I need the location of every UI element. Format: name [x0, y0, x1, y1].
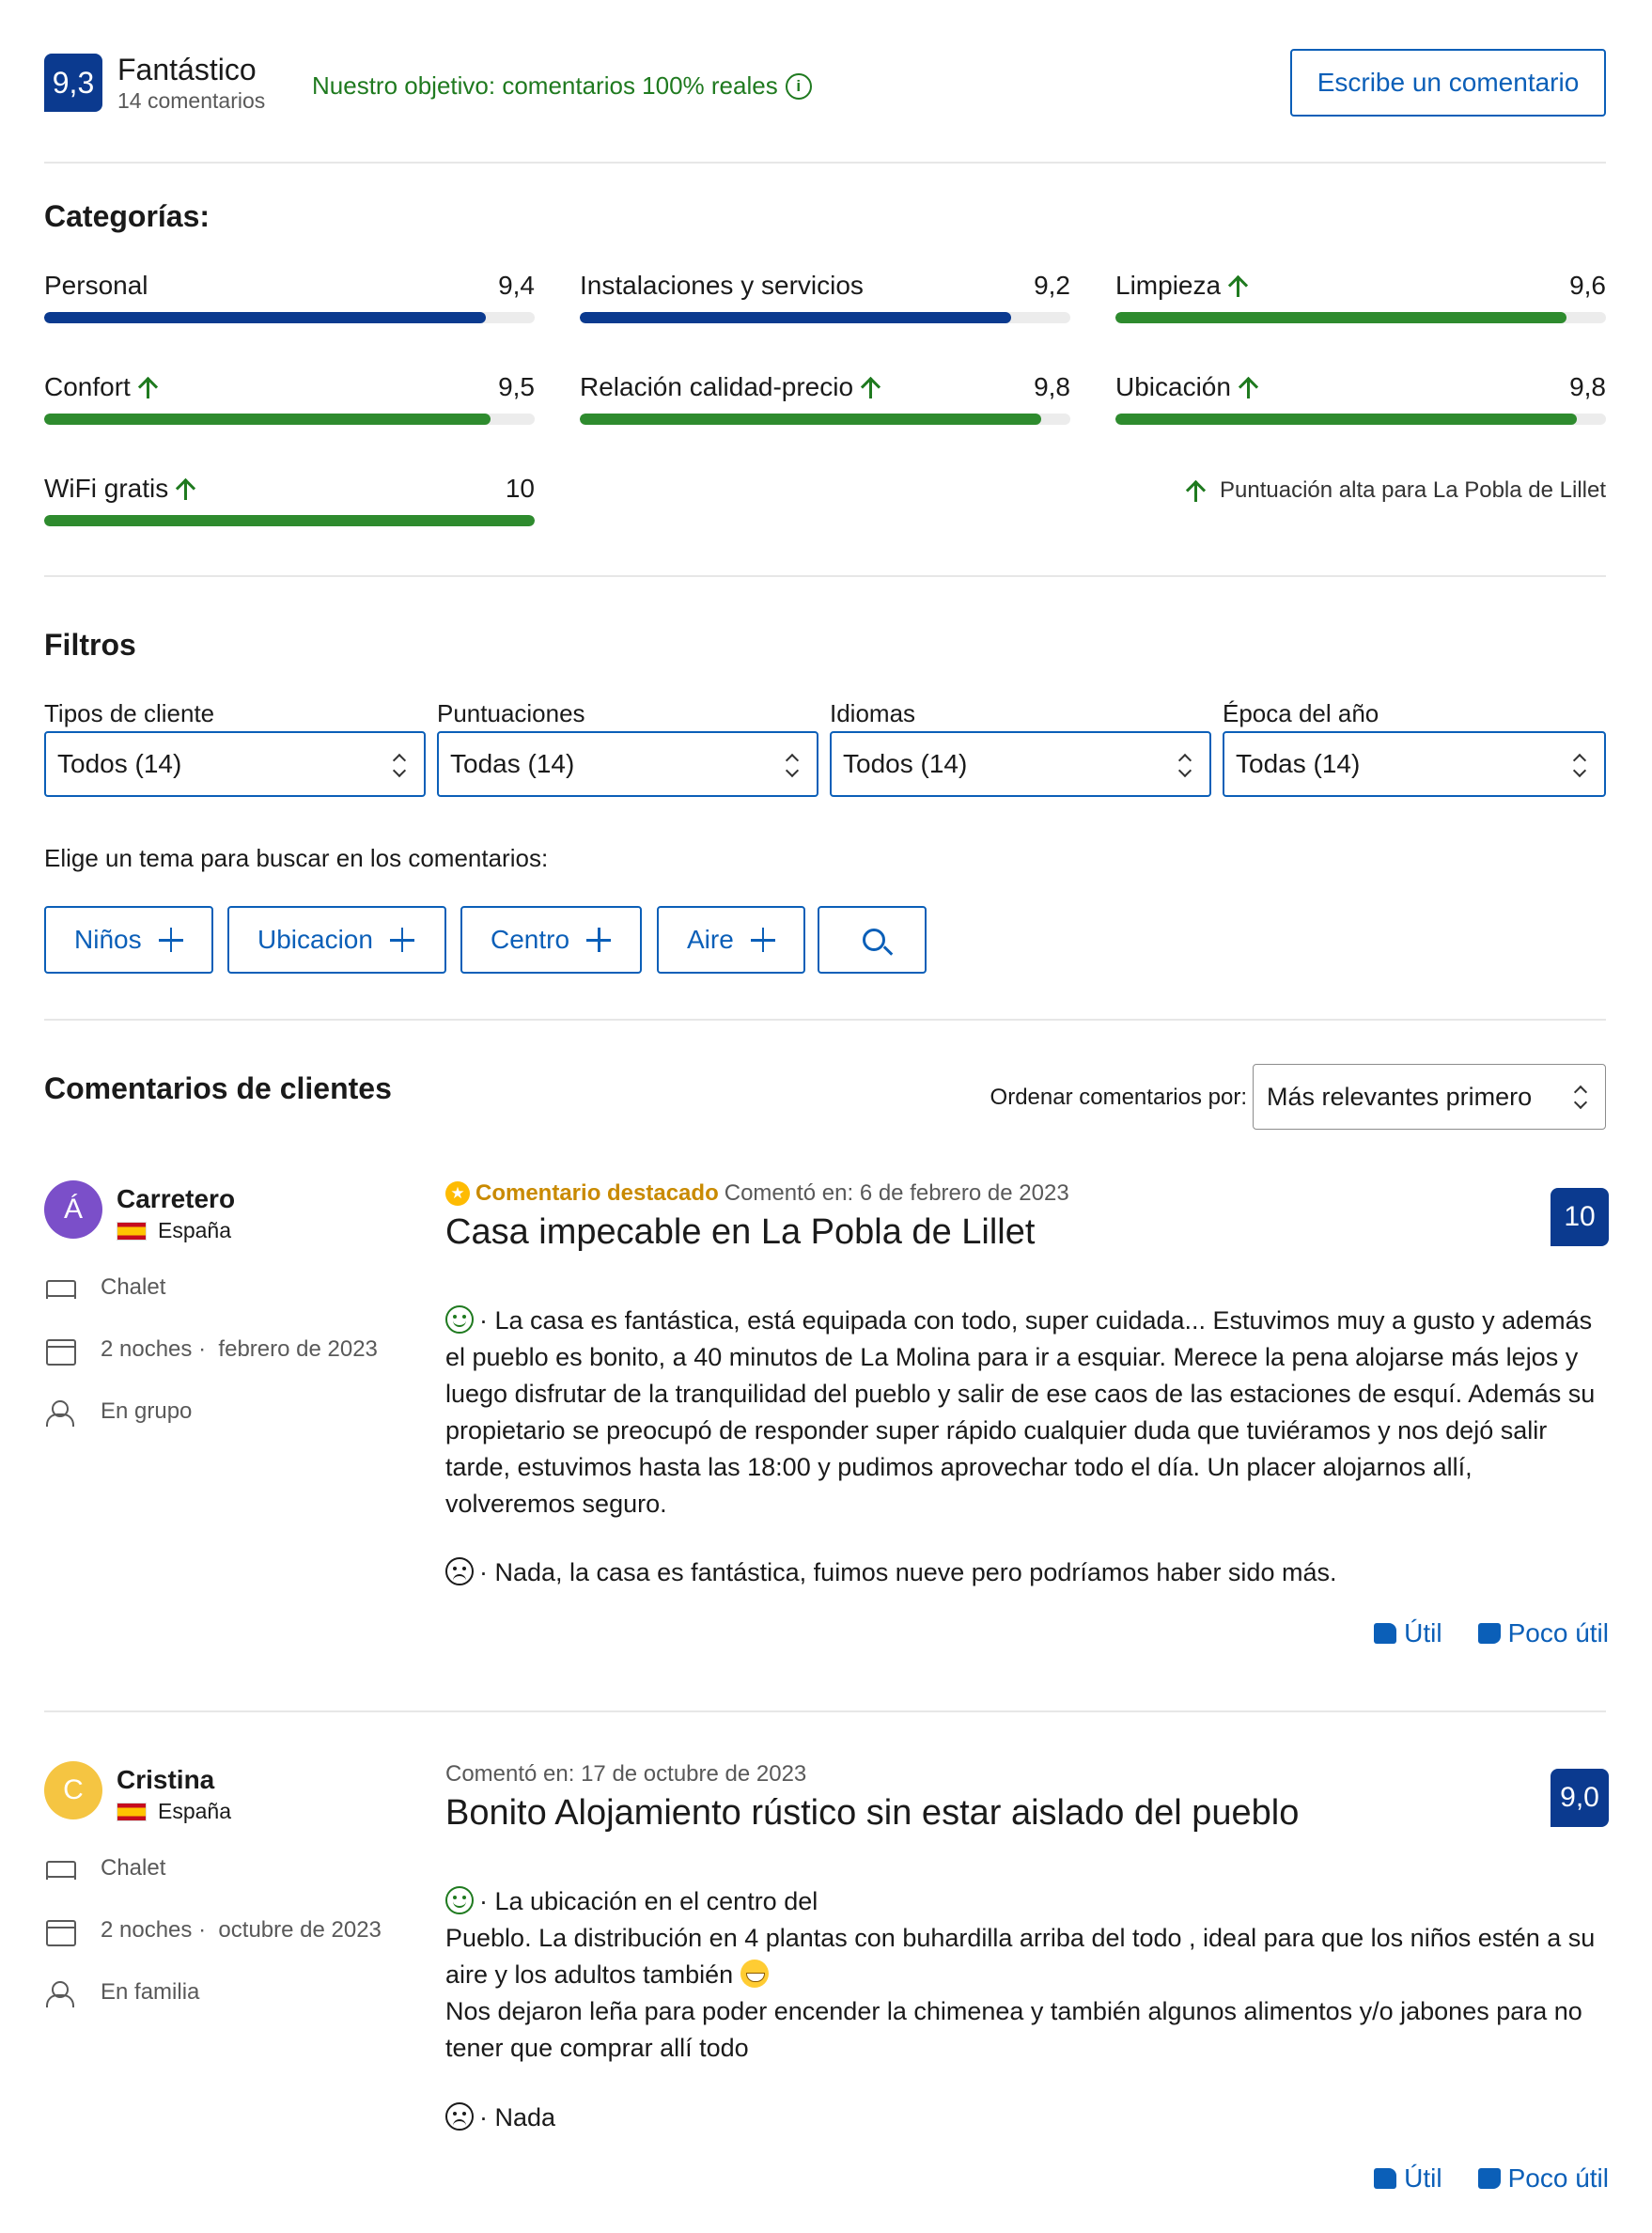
overall-score-badge: 9,3	[44, 54, 102, 112]
useful-label: Útil	[1404, 1618, 1442, 1647]
star-icon: ★	[445, 1181, 470, 1206]
category-bar	[1115, 414, 1606, 425]
stay-nights: 2 noches ·	[101, 1917, 207, 1943]
thumbs-down-icon	[1478, 2168, 1501, 2189]
featured-review-label	[445, 1180, 1069, 1207]
overall-score-word: Fantástico	[117, 53, 257, 86]
plus-icon	[586, 928, 611, 952]
avatar: Á	[44, 1180, 102, 1239]
stay-nights: 2 noches ·	[101, 1336, 207, 1362]
rating-header	[44, 49, 1606, 117]
useful-button[interactable]	[1374, 2163, 1442, 2194]
reviewer-name: Carretero	[117, 1184, 236, 1213]
filters-title: Filtros	[44, 628, 136, 662]
divider	[44, 1710, 1606, 1712]
room-type-label: Chalet	[101, 1274, 166, 1300]
high-score-note-text: Puntuación alta para La Pobla de Lillet	[1220, 477, 1606, 503]
updown-chevron-icon	[1177, 754, 1192, 778]
bed-icon	[44, 1274, 74, 1301]
reviewer-country	[117, 1218, 231, 1243]
useful-label: Útil	[1404, 2163, 1442, 2193]
category-value: 10	[505, 474, 535, 503]
review-date: Comentó en: 6 de febrero de 2023	[724, 1180, 1069, 1206]
spain-flag-icon	[117, 1222, 147, 1241]
reviewer-country-name: España	[158, 1799, 232, 1823]
review-positive	[445, 1883, 1609, 2067]
arrow-up-icon	[1226, 273, 1249, 298]
category-label	[580, 372, 881, 402]
review-positive-text: · La casa es fantástica, está equipada con todo, super cuidada... Estuvimos muy a gusto y además el pueblo es bonito, a 40 minutos de La Molina para ir a esquiar. Merece la pena alojarse más lejos y luego disfrutar de la tranquilidad del pueblo y salir de ese caos de las estaciones de esquí. Además su propietario se preocupó de responder super rápido cualquier duda que tuviéramos y nos dejó salir tarde, estuvimos hasta las 18:00 y pudimos aprovechar todo el día. Un placer alojarnos allí, volveremos seguro.	[445, 1306, 1596, 1518]
topic-prompt: Elige un tema para buscar en los comentarios:	[44, 844, 549, 872]
category-bar	[1115, 312, 1606, 323]
smile-icon	[445, 1886, 474, 1914]
review-score-badge: 9,0	[1551, 1769, 1609, 1827]
divider	[44, 162, 1606, 164]
traveller-type	[44, 1979, 199, 2006]
filter-select-scores[interactable]	[437, 731, 818, 797]
category-value: 9,8	[1034, 372, 1070, 401]
sort-select-value: Más relevantes primero	[1267, 1082, 1533, 1111]
review-helpful-actions	[1374, 2163, 1609, 2194]
review-title: Bonito Alojamiento rústico sin estar aislado del pueblo	[445, 1793, 1300, 1833]
search-icon	[863, 929, 885, 951]
category-label-text: Ubicación	[1115, 372, 1231, 401]
reviews-goal-text: Nuestro objetivo: comentarios 100% reales	[312, 71, 778, 100]
review-date: Comentó en: 17 de octubre de 2023	[445, 1761, 807, 1787]
category-bar-fill	[44, 414, 491, 425]
filter-label-season: Época del año	[1223, 699, 1379, 727]
filter-select-languages[interactable]	[830, 731, 1211, 797]
topic-chip-ubicacion[interactable]	[227, 906, 446, 974]
category-bar	[580, 312, 1070, 323]
reviewer-country-name: España	[158, 1218, 232, 1242]
category-bar	[44, 312, 535, 323]
categories-title: Categorías:	[44, 199, 210, 233]
topic-chip-label: Aire	[687, 925, 734, 954]
sort-select[interactable]	[1253, 1064, 1606, 1130]
avatar: C	[44, 1761, 102, 1819]
traveller-type-label: En familia	[101, 1979, 200, 2005]
stay-date: febrero de 2023	[218, 1336, 378, 1362]
useful-button[interactable]	[1374, 1618, 1442, 1648]
reviews-goal-link[interactable]	[312, 71, 812, 101]
filter-label-languages: Idiomas	[830, 699, 916, 727]
updown-chevron-icon	[785, 754, 800, 778]
category-label	[44, 271, 148, 301]
plus-icon	[159, 928, 183, 952]
review-negative-text: · Nada, la casa es fantástica, fuimos nueve pero podríamos haber sido más.	[479, 1558, 1337, 1586]
category-bar	[44, 515, 535, 526]
topic-chip-centro[interactable]	[460, 906, 642, 974]
updown-chevron-icon	[1573, 1085, 1588, 1110]
filter-select-value: Todas (14)	[1236, 749, 1361, 778]
category-bar-fill	[44, 515, 535, 526]
category-label-text: Personal	[44, 271, 148, 300]
review-negative	[445, 2100, 1609, 2136]
arrow-up-icon	[1184, 478, 1207, 503]
plus-icon	[751, 928, 775, 952]
not-useful-label: Poco útil	[1507, 1618, 1609, 1647]
category-label-text: Instalaciones y servicios	[580, 271, 864, 300]
stay-info	[44, 1336, 378, 1363]
grinning-emoji-icon	[740, 1960, 769, 1988]
filter-select-season[interactable]	[1223, 731, 1606, 797]
topic-chip-ninos[interactable]	[44, 906, 213, 974]
review-negative	[445, 1554, 1609, 1591]
topic-search-button[interactable]	[818, 906, 927, 974]
category-value: 9,2	[1034, 271, 1070, 300]
review-negative-text: · Nada	[479, 2103, 556, 2132]
sort-label: Ordenar comentarios por:	[990, 1085, 1247, 1110]
category-value: 9,6	[1569, 271, 1606, 300]
review-score-badge: 10	[1551, 1188, 1609, 1246]
category-bar-fill	[1115, 414, 1577, 425]
reviewer-name: Cristina	[117, 1765, 215, 1794]
divider	[44, 575, 1606, 577]
not-useful-label: Poco útil	[1507, 2163, 1609, 2193]
topic-chip-label: Niños	[74, 925, 142, 954]
review-positive-text: · La ubicación en el centro del	[479, 1887, 818, 1915]
write-review-button[interactable]: Escribe un comentario	[1290, 49, 1606, 117]
frown-icon	[445, 1557, 474, 1585]
smile-icon	[445, 1305, 474, 1334]
family-icon	[44, 1979, 74, 2006]
reviewer-country	[117, 1799, 231, 1824]
category-label	[44, 474, 196, 504]
calendar-icon	[44, 1336, 74, 1363]
spain-flag-icon	[117, 1803, 147, 1821]
category-label	[580, 271, 864, 301]
frown-icon	[445, 2102, 474, 2131]
thumbs-down-icon	[1478, 1623, 1501, 1644]
group-icon	[44, 1398, 74, 1425]
arrow-up-icon	[859, 375, 881, 399]
traveller-type	[44, 1398, 192, 1425]
category-bar-fill	[1115, 312, 1566, 323]
category-label	[1115, 372, 1259, 402]
category-label-text: Relación calidad-precio	[580, 372, 854, 401]
review-helpful-actions	[1374, 1618, 1609, 1648]
room-type	[44, 1855, 165, 1882]
not-useful-button[interactable]	[1478, 2163, 1609, 2194]
arrow-up-icon	[174, 476, 196, 501]
reviews-title: Comentarios de clientes	[44, 1071, 392, 1105]
filter-label-client-type: Tipos de cliente	[44, 699, 215, 727]
review-positive-text: Pueblo. La distribución en 4 plantas con buhardilla arriba del todo , ideal para que los niños estén a su aire y los adultos también	[445, 1924, 1596, 1989]
category-label	[44, 372, 159, 402]
featured-text: Comentario destacado	[475, 1180, 719, 1206]
category-value: 9,4	[498, 271, 535, 300]
thumbs-up-icon	[1374, 2168, 1396, 2189]
stay-info	[44, 1917, 382, 1944]
overall-review-count: 14 comentarios	[117, 88, 266, 113]
topic-chip-aire[interactable]	[657, 906, 805, 974]
not-useful-button[interactable]	[1478, 1618, 1609, 1648]
plus-icon	[390, 928, 414, 952]
high-score-note	[1184, 477, 1606, 504]
updown-chevron-icon	[1572, 754, 1587, 778]
filter-select-value: Todos (14)	[843, 749, 968, 778]
filter-label-scores: Puntuaciones	[437, 699, 585, 727]
room-type	[44, 1274, 165, 1301]
bed-icon	[44, 1855, 74, 1882]
category-label-text: Limpieza	[1115, 271, 1222, 300]
category-label	[1115, 271, 1249, 301]
category-bar-fill	[580, 312, 1011, 323]
stay-date: octubre de 2023	[218, 1917, 382, 1943]
category-bar-fill	[580, 414, 1041, 425]
calendar-icon	[44, 1917, 74, 1944]
arrow-up-icon	[136, 375, 159, 399]
filter-select-value: Todas (14)	[450, 749, 575, 778]
review-title: Casa impecable en La Pobla de Lillet	[445, 1212, 1036, 1252]
review-positive	[445, 1303, 1609, 1522]
category-bar	[580, 414, 1070, 425]
arrow-up-icon	[1237, 375, 1259, 399]
traveller-type-label: En grupo	[101, 1398, 193, 1424]
filter-select-client-type[interactable]	[44, 731, 426, 797]
category-value: 9,5	[498, 372, 535, 401]
filter-select-value: Todos (14)	[57, 749, 182, 778]
updown-chevron-icon	[392, 754, 407, 778]
category-label-text: Confort	[44, 372, 131, 401]
info-icon[interactable]: i	[786, 73, 812, 100]
category-value: 9,8	[1569, 372, 1606, 401]
category-bar-fill	[44, 312, 486, 323]
room-type-label: Chalet	[101, 1855, 166, 1881]
topic-chip-label: Centro	[491, 925, 570, 954]
topic-chip-label: Ubicacion	[257, 925, 373, 954]
category-label-text: WiFi gratis	[44, 474, 169, 503]
thumbs-up-icon	[1374, 1623, 1396, 1644]
category-bar	[44, 414, 535, 425]
divider	[44, 1019, 1606, 1021]
review-positive-text: Nos dejaron leña para poder encender la chimenea y también algunos alimentos y/o jabones para no tener que comprar allí todo	[445, 1997, 1582, 2062]
